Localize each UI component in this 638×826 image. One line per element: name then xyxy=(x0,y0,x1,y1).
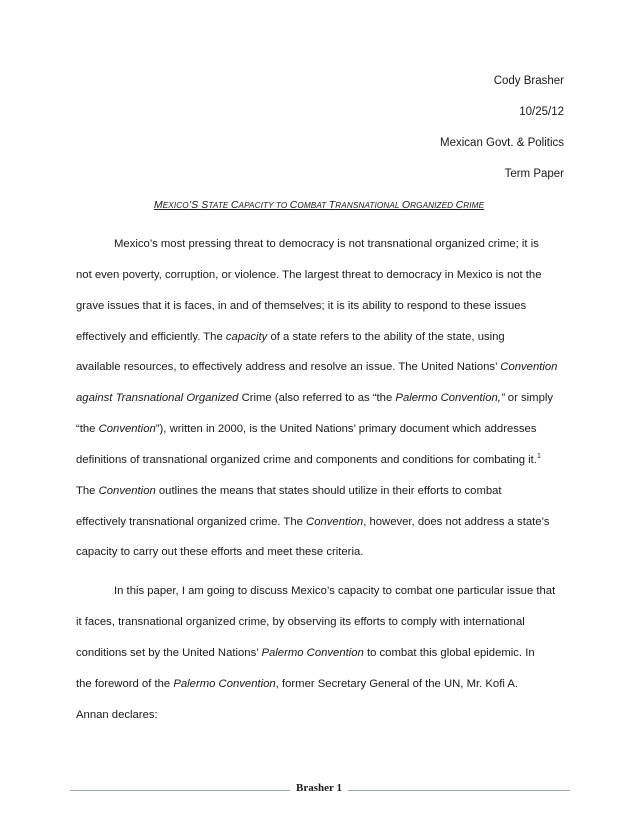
body-line: available resources, to effectively address and resolve an issue. The United Nations’ Convention xyxy=(76,361,558,373)
body-line: Annan declares: xyxy=(76,709,158,721)
page-number: Brasher 1 xyxy=(0,782,638,794)
body-line: In this paper, I am going to discuss Mexico’s capacity to combat one particular issue that xyxy=(114,585,556,597)
body-line: grave issues that it is faces, in and of themselves; it is its ability to respond to these issues xyxy=(76,300,527,312)
footnote-ref[interactable]: 1 xyxy=(536,453,541,460)
body-line: definitions of transnational organized crime and components and conditions for combating it.$^1$ xyxy=(76,453,541,466)
assignment-type: Term Paper xyxy=(504,168,564,180)
body-line: effectively transnational organized crime. The Convention, however, does not address a state’s xyxy=(76,516,550,528)
date: 10/25/12 xyxy=(519,106,564,118)
body-line: it faces, transnational organized crime, by observing its efforts to comply with international xyxy=(76,616,525,628)
body-line: capacity to carry out these efforts and meet these criteria. xyxy=(76,546,364,558)
body-line: Mexico’s most pressing threat to democracy is not transnational organized crime; it is xyxy=(114,238,539,250)
paper-title: MEXICO’S STATE CAPACITY TO COMBAT TRANSNATIONAL ORGANIZED CRIME xyxy=(153,199,485,211)
author-name: Cody Brasher xyxy=(493,75,564,87)
body-line: against Transnational Organized Crime (also referred to as “the Palermo Convention,” or simply xyxy=(76,392,554,404)
body-line: the foreword of the Palermo Convention, former Secretary General of the UN, Mr. Kofi A. xyxy=(76,678,519,690)
course-name: Mexican Govt. & Politics xyxy=(440,137,564,149)
body-line: conditions set by the United Nations’ Palermo Convention to combat this global epidemic. In xyxy=(76,647,535,659)
body-line: not even poverty, corruption, or violence. The largest threat to democracy in Mexico is not the xyxy=(76,269,542,281)
body-line: effectively and efficiently. The capacity of a state refers to the ability of the state, using xyxy=(76,331,505,343)
body-line: The Convention outlines the means that states should utilize in their efforts to combat xyxy=(76,485,502,497)
body-line: “the Convention”), written in 2000, is the United Nations’ primary document which addresses xyxy=(76,423,537,435)
